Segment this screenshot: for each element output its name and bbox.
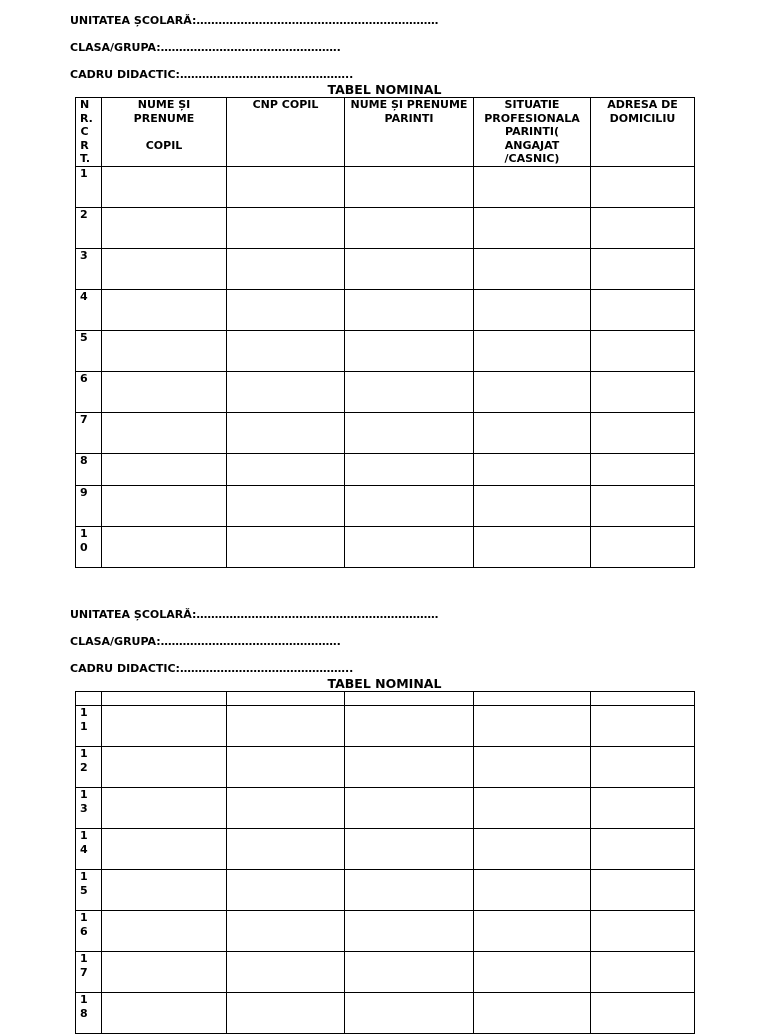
table-title: TABEL NOMINAL xyxy=(327,82,442,97)
child-name-cell[interactable] xyxy=(102,911,227,952)
parents-occupation-cell[interactable] xyxy=(474,413,591,454)
address-cell[interactable] xyxy=(591,249,695,290)
parents-occupation-cell[interactable] xyxy=(474,706,591,747)
parents-name-cell[interactable] xyxy=(345,167,474,208)
header-parents-name: NUME ȘI PRENUME PARINTI xyxy=(345,98,474,167)
row-number: 15 xyxy=(76,870,102,911)
address-cell[interactable] xyxy=(591,870,695,911)
table-row xyxy=(76,454,695,486)
child-name-cell[interactable] xyxy=(102,870,227,911)
parents-name-cell[interactable] xyxy=(345,331,474,372)
parents-occupation-cell[interactable] xyxy=(474,208,591,249)
parents-name-cell[interactable] xyxy=(345,527,474,568)
table-row xyxy=(76,527,695,568)
table-row xyxy=(76,331,695,372)
child-name-cell[interactable] xyxy=(102,952,227,993)
parents-occupation-cell[interactable] xyxy=(474,527,591,568)
parents-name-cell[interactable] xyxy=(345,993,474,1034)
parents-name-cell[interactable] xyxy=(345,706,474,747)
row-number: 4 xyxy=(76,290,102,331)
child-cnp-cell[interactable] xyxy=(227,527,345,568)
parents-occupation-cell[interactable] xyxy=(474,952,591,993)
table-row xyxy=(76,911,695,952)
parents-name-cell[interactable] xyxy=(345,870,474,911)
table-row xyxy=(76,870,695,911)
child-name-cell[interactable] xyxy=(102,167,227,208)
table-row xyxy=(76,952,695,993)
child-name-cell[interactable] xyxy=(102,993,227,1034)
child-cnp-cell[interactable] xyxy=(227,952,345,993)
parents-occupation-cell[interactable] xyxy=(474,870,591,911)
child-name-cell[interactable] xyxy=(102,208,227,249)
child-cnp-cell[interactable] xyxy=(227,870,345,911)
address-cell[interactable] xyxy=(591,911,695,952)
child-cnp-cell[interactable] xyxy=(227,829,345,870)
address-cell[interactable] xyxy=(591,167,695,208)
table-row xyxy=(76,747,695,788)
row-number: 1 xyxy=(76,167,102,208)
table-row xyxy=(76,290,695,331)
child-name-cell[interactable] xyxy=(102,249,227,290)
row-number: 5 xyxy=(76,331,102,372)
teacher-field: CADRU DIDACTIC:……………………………………….. xyxy=(70,68,354,81)
row-number: 3 xyxy=(76,249,102,290)
parents-occupation-cell[interactable] xyxy=(474,167,591,208)
parents-occupation-cell[interactable] xyxy=(474,486,591,527)
table-row xyxy=(76,829,695,870)
child-name-cell[interactable] xyxy=(102,290,227,331)
row-number: 2 xyxy=(76,208,102,249)
child-name-cell[interactable] xyxy=(102,454,227,486)
parents-name-cell[interactable] xyxy=(345,788,474,829)
address-cell[interactable] xyxy=(591,747,695,788)
child-name-cell[interactable] xyxy=(102,372,227,413)
row-number: 10 xyxy=(76,527,102,568)
child-name-cell[interactable] xyxy=(102,486,227,527)
child-cnp-cell[interactable] xyxy=(227,167,345,208)
parents-occupation-cell[interactable] xyxy=(474,829,591,870)
child-cnp-cell[interactable] xyxy=(227,486,345,527)
class-group-field-2: CLASA/GRUPA:…………………………………………. xyxy=(70,635,341,648)
child-cnp-cell[interactable] xyxy=(227,290,345,331)
row-number: 11 xyxy=(76,706,102,747)
row-number: 8 xyxy=(76,454,102,486)
row-number: 18 xyxy=(76,993,102,1034)
header-child-name: NUME ȘI PRENUME COPIL xyxy=(102,98,227,167)
header-address: ADRESA DE DOMICILIU xyxy=(591,98,695,167)
row-number: 7 xyxy=(76,413,102,454)
child-cnp-cell[interactable] xyxy=(227,454,345,486)
teacher-field-2: CADRU DIDACTIC:……………………………………….. xyxy=(70,662,354,675)
parents-occupation-cell[interactable] xyxy=(474,993,591,1034)
table-title-2: TABEL NOMINAL xyxy=(327,676,442,691)
child-name-cell[interactable] xyxy=(102,706,227,747)
table-row xyxy=(76,208,695,249)
child-cnp-cell[interactable] xyxy=(227,747,345,788)
row-number: 16 xyxy=(76,911,102,952)
header-child-cnp: CNP COPIL xyxy=(227,98,345,167)
parents-occupation-cell[interactable] xyxy=(474,911,591,952)
child-name-cell[interactable] xyxy=(102,527,227,568)
parents-name-cell[interactable] xyxy=(345,290,474,331)
address-cell[interactable] xyxy=(591,993,695,1034)
table-row xyxy=(76,788,695,829)
parents-name-cell[interactable] xyxy=(345,829,474,870)
address-cell[interactable] xyxy=(591,486,695,527)
table-row xyxy=(76,706,695,747)
table-row xyxy=(76,486,695,527)
address-cell[interactable] xyxy=(591,527,695,568)
school-unit-field-2: UNITATEA ȘCOLARĂ:………………………………………………………… xyxy=(70,608,439,621)
row-number: 17 xyxy=(76,952,102,993)
parents-occupation-cell[interactable] xyxy=(474,747,591,788)
row-number: 14 xyxy=(76,829,102,870)
address-cell[interactable] xyxy=(591,454,695,486)
address-cell[interactable] xyxy=(591,372,695,413)
parents-name-cell[interactable] xyxy=(345,413,474,454)
parents-occupation-cell[interactable] xyxy=(474,249,591,290)
child-cnp-cell[interactable] xyxy=(227,331,345,372)
child-cnp-cell[interactable] xyxy=(227,993,345,1034)
parents-name-cell[interactable] xyxy=(345,911,474,952)
child-cnp-cell[interactable] xyxy=(227,911,345,952)
parents-occupation-cell[interactable] xyxy=(474,290,591,331)
address-cell[interactable] xyxy=(591,413,695,454)
school-unit-field: UNITATEA ȘCOLARĂ:………………………………………………………… xyxy=(70,14,439,27)
parents-name-cell[interactable] xyxy=(345,747,474,788)
header-parents-occupation: SITUATIE PROFESIONALA PARINTI( ANGAJAT /CASNIC) xyxy=(474,98,591,167)
nominal-table-2 xyxy=(75,691,695,1034)
parents-name-cell[interactable] xyxy=(345,208,474,249)
address-cell[interactable] xyxy=(591,706,695,747)
table-row xyxy=(76,249,695,290)
parents-occupation-cell[interactable] xyxy=(474,454,591,486)
table-row xyxy=(76,993,695,1034)
parents-name-cell[interactable] xyxy=(345,952,474,993)
nominal-table-1 xyxy=(75,97,695,568)
address-cell[interactable] xyxy=(591,290,695,331)
address-cell[interactable] xyxy=(591,331,695,372)
child-cnp-cell[interactable] xyxy=(227,372,345,413)
child-cnp-cell[interactable] xyxy=(227,706,345,747)
parents-name-cell[interactable] xyxy=(345,454,474,486)
parents-occupation-cell[interactable] xyxy=(474,331,591,372)
row-number: 12 xyxy=(76,747,102,788)
class-group-field: CLASA/GRUPA:…………………………………………. xyxy=(70,41,341,54)
address-cell[interactable] xyxy=(591,788,695,829)
child-cnp-cell[interactable] xyxy=(227,208,345,249)
child-cnp-cell[interactable] xyxy=(227,413,345,454)
row-number: 9 xyxy=(76,486,102,527)
child-name-cell[interactable] xyxy=(102,788,227,829)
address-cell[interactable] xyxy=(591,829,695,870)
row-number: 6 xyxy=(76,372,102,413)
address-cell[interactable] xyxy=(591,208,695,249)
child-cnp-cell[interactable] xyxy=(227,249,345,290)
parents-name-cell[interactable] xyxy=(345,249,474,290)
table-row xyxy=(76,413,695,454)
table-row xyxy=(76,167,695,208)
address-cell[interactable] xyxy=(591,952,695,993)
parents-name-cell[interactable] xyxy=(345,486,474,527)
parents-occupation-cell[interactable] xyxy=(474,788,591,829)
child-name-cell[interactable] xyxy=(102,747,227,788)
empty-header-row xyxy=(76,692,695,706)
parents-occupation-cell[interactable] xyxy=(474,372,591,413)
child-name-cell[interactable] xyxy=(102,331,227,372)
child-name-cell[interactable] xyxy=(102,829,227,870)
row-number: 13 xyxy=(76,788,102,829)
child-cnp-cell[interactable] xyxy=(227,788,345,829)
table-row xyxy=(76,372,695,413)
header-nr-crt: NR.CRT. xyxy=(76,98,102,167)
child-name-cell[interactable] xyxy=(102,413,227,454)
parents-name-cell[interactable] xyxy=(345,372,474,413)
